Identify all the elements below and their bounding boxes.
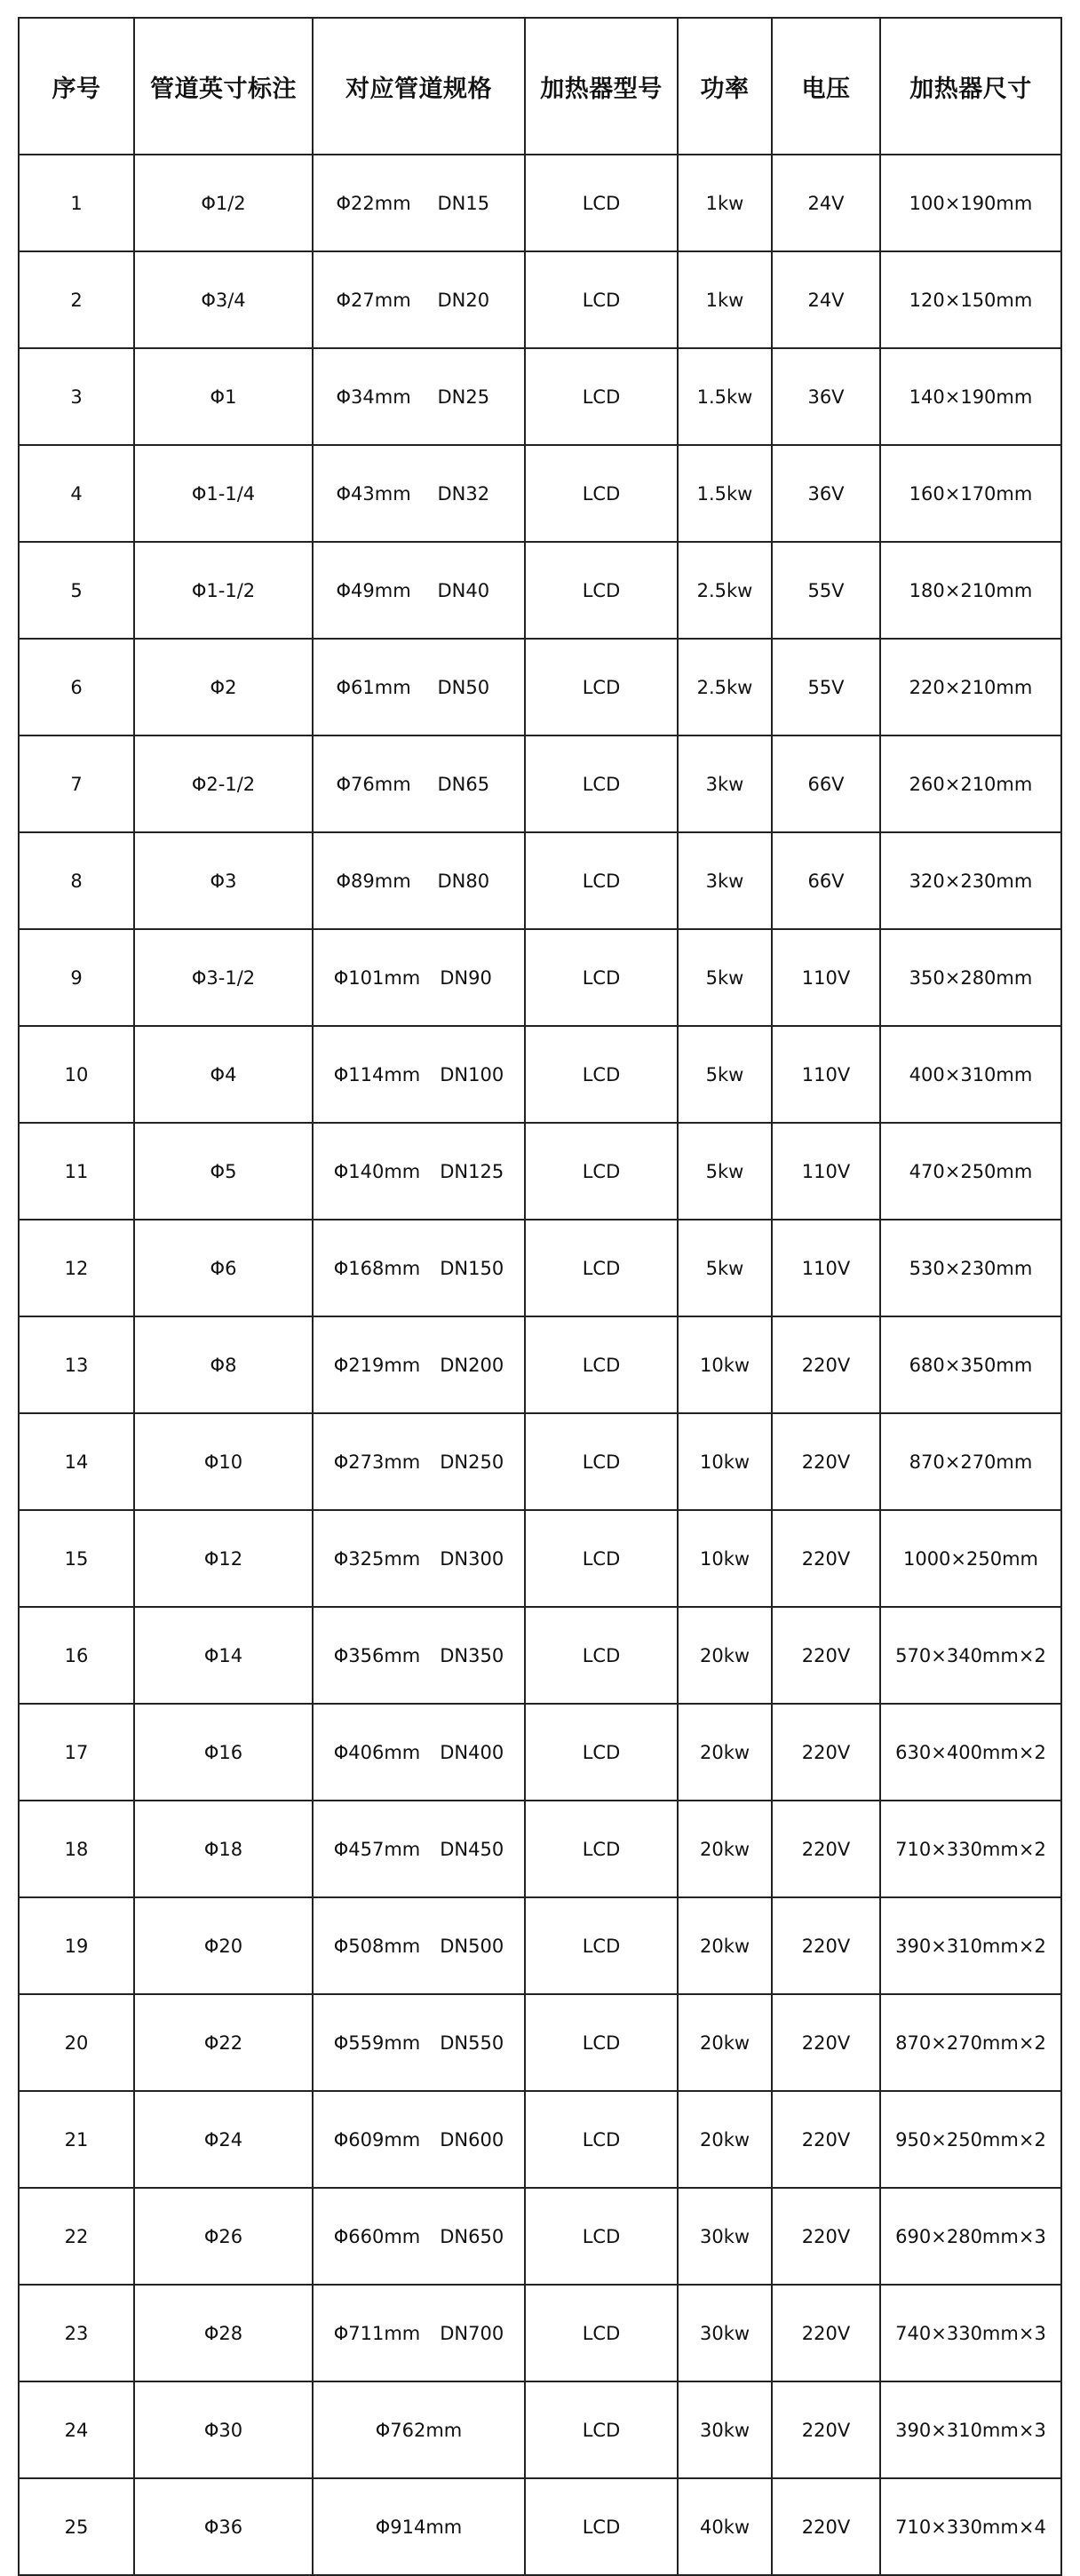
table-row xyxy=(19,1026,1061,1123)
voltage-cell: 110V xyxy=(772,1220,880,1316)
pipe-diameter-mm: Φ89mm xyxy=(336,870,411,892)
pipe-spec xyxy=(337,871,502,892)
power-cell: 20kw xyxy=(678,2091,772,2188)
heater-model-cell: LCD xyxy=(525,1704,678,1801)
pipe-spec xyxy=(334,1548,504,1570)
table-row xyxy=(19,2285,1061,2381)
power-cell: 30kw xyxy=(678,2285,772,2381)
pipe-spec-cell xyxy=(313,1413,525,1510)
pipe-spec xyxy=(334,1451,504,1473)
row-number: 19 xyxy=(19,1897,134,1994)
pipe-spec-cell xyxy=(313,155,525,251)
heater-size-cell: 870×270mm×2 xyxy=(880,1994,1061,2091)
pipe-spec-cell xyxy=(313,1897,525,1994)
voltage-cell: 24V xyxy=(772,251,880,348)
row-number: 7 xyxy=(19,735,134,832)
voltage-cell: 24V xyxy=(772,155,880,251)
pipe-spec xyxy=(334,1355,504,1376)
inch-size-cell: Φ3-1/2 xyxy=(134,929,313,1026)
heater-model-cell: LCD xyxy=(525,445,678,542)
pipe-spec-cell xyxy=(313,348,525,445)
pipe-spec xyxy=(334,1839,504,1860)
pipe-spec xyxy=(337,774,502,795)
heater-model-cell: LCD xyxy=(525,348,678,445)
voltage-cell: 220V xyxy=(772,2381,880,2478)
heater-model-cell: LCD xyxy=(525,2285,678,2381)
heater-size-cell: 710×330mm×2 xyxy=(880,1801,1061,1897)
row-number: 11 xyxy=(19,1123,134,1220)
heater-model-cell: LCD xyxy=(525,2478,678,2575)
power-cell: 30kw xyxy=(678,2188,772,2285)
table-row xyxy=(19,1704,1061,1801)
heater-size-cell: 470×250mm xyxy=(880,1123,1061,1220)
row-number: 20 xyxy=(19,1994,134,2091)
pipe-nominal-dn: DN300 xyxy=(440,1547,504,1570)
voltage-cell: 220V xyxy=(772,2285,880,2381)
row-number: 8 xyxy=(19,832,134,929)
heater-size-cell: 740×330mm×3 xyxy=(880,2285,1061,2381)
inch-size-cell: Φ2-1/2 xyxy=(134,735,313,832)
inch-size-cell: Φ1 xyxy=(134,348,313,445)
power-cell: 1kw xyxy=(678,251,772,348)
heater-model-cell: LCD xyxy=(525,155,678,251)
table-row xyxy=(19,2381,1061,2478)
heater-model-cell: LCD xyxy=(525,2091,678,2188)
pipe-nominal-dn: DN25 xyxy=(437,386,490,408)
power-cell: 30kw xyxy=(678,2381,772,2478)
inch-size-cell: Φ3/4 xyxy=(134,251,313,348)
heater-model-cell: LCD xyxy=(525,1607,678,1704)
pipe-spec-cell xyxy=(313,445,525,542)
inch-size-cell: Φ5 xyxy=(134,1123,313,1220)
pipe-spec xyxy=(334,1064,504,1085)
voltage-cell: 55V xyxy=(772,542,880,639)
heater-model-cell: LCD xyxy=(525,1994,678,2091)
heater-model-cell: LCD xyxy=(525,1316,678,1413)
inch-size-cell: Φ8 xyxy=(134,1316,313,1413)
pipe-spec xyxy=(337,193,502,214)
row-number: 2 xyxy=(19,251,134,348)
pipe-spec-cell xyxy=(313,2188,525,2285)
voltage-cell: 220V xyxy=(772,1801,880,1897)
pipe-spec xyxy=(334,1645,504,1666)
row-number: 21 xyxy=(19,2091,134,2188)
pipe-diameter-mm: Φ609mm xyxy=(333,2128,421,2151)
pipe-spec xyxy=(337,386,502,408)
inch-size-cell: Φ1-1/2 xyxy=(134,542,313,639)
pipe-diameter-mm: Φ140mm xyxy=(333,1160,421,1182)
pipe-spec xyxy=(376,2420,463,2441)
row-number: 15 xyxy=(19,1510,134,1607)
pipe-nominal-dn: DN550 xyxy=(440,2031,504,2054)
power-cell: 40kw xyxy=(678,2478,772,2575)
power-cell: 5kw xyxy=(678,1026,772,1123)
heater-model-cell: LCD xyxy=(525,1510,678,1607)
pipe-spec-cell xyxy=(313,1994,525,2091)
pipe-spec-cell xyxy=(313,1026,525,1123)
heater-model-cell: LCD xyxy=(525,639,678,735)
inch-size-cell: Φ20 xyxy=(134,1897,313,1994)
heater-model-cell: LCD xyxy=(525,251,678,348)
table-row xyxy=(19,2091,1061,2188)
table-row xyxy=(19,251,1061,348)
voltage-cell: 110V xyxy=(772,1026,880,1123)
pipe-nominal-dn: DN400 xyxy=(440,1741,504,1763)
heater-model-cell: LCD xyxy=(525,735,678,832)
pipe-diameter-mm: Φ508mm xyxy=(333,1935,421,1957)
power-cell: 1.5kw xyxy=(678,348,772,445)
pipe-diameter-mm: Φ219mm xyxy=(333,1354,421,1376)
table-row xyxy=(19,348,1061,445)
pipe-nominal-dn: DN80 xyxy=(437,870,490,892)
pipe-nominal-dn: DN150 xyxy=(440,1257,504,1279)
heater-model-cell: LCD xyxy=(525,2381,678,2478)
pipe-spec-cell xyxy=(313,1123,525,1220)
heater-size-cell: 530×230mm xyxy=(880,1220,1061,1316)
pipe-spec-cell xyxy=(313,2091,525,2188)
pipe-spec xyxy=(334,1161,504,1182)
pipe-diameter-mm: Φ27mm xyxy=(336,289,411,311)
pipe-diameter-mm: Φ22mm xyxy=(336,192,411,214)
heater-size-cell: 220×210mm xyxy=(880,639,1061,735)
power-cell: 5kw xyxy=(678,1220,772,1316)
table-row xyxy=(19,1607,1061,1704)
heater-size-cell: 870×270mm xyxy=(880,1413,1061,1510)
table-body xyxy=(19,155,1061,2575)
voltage-cell: 220V xyxy=(772,2091,880,2188)
inch-size-cell: Φ4 xyxy=(134,1026,313,1123)
pipe-spec xyxy=(334,2323,504,2344)
table-row xyxy=(19,735,1061,832)
pipe-spec xyxy=(334,1258,504,1279)
pipe-diameter-mm: Φ61mm xyxy=(336,676,411,698)
heater-size-cell: 100×190mm xyxy=(880,155,1061,251)
inch-size-cell: Φ3 xyxy=(134,832,313,929)
pipe-diameter-mm: Φ356mm xyxy=(333,1644,421,1666)
voltage-cell: 220V xyxy=(772,1994,880,2091)
row-number: 4 xyxy=(19,445,134,542)
pipe-nominal-dn: DN250 xyxy=(440,1451,504,1473)
pipe-diameter-mm: Φ914mm xyxy=(375,2516,463,2538)
inch-size-cell: Φ16 xyxy=(134,1704,313,1801)
pipe-spec-cell xyxy=(313,2285,525,2381)
row-number: 22 xyxy=(19,2188,134,2285)
voltage-cell: 110V xyxy=(772,1123,880,1220)
pipe-spec xyxy=(334,2032,504,2054)
pipe-diameter-mm: Φ660mm xyxy=(333,2225,421,2247)
inch-size-cell: Φ1/2 xyxy=(134,155,313,251)
pipe-nominal-dn: DN15 xyxy=(437,192,490,214)
heater-model-cell: LCD xyxy=(525,832,678,929)
pipe-nominal-dn: DN600 xyxy=(440,2128,504,2151)
heater-size-cell: 390×310mm×2 xyxy=(880,1897,1061,1994)
table-row xyxy=(19,1994,1061,2091)
pipe-spec-cell xyxy=(313,1801,525,1897)
pipe-nominal-dn: DN700 xyxy=(440,2322,504,2344)
pipe-diameter-mm: Φ34mm xyxy=(336,386,411,408)
pipe-nominal-dn: DN650 xyxy=(440,2225,504,2247)
power-cell: 10kw xyxy=(678,1510,772,1607)
table-row xyxy=(19,2478,1061,2575)
pipe-diameter-mm: Φ762mm xyxy=(375,2419,463,2441)
table-row xyxy=(19,1220,1061,1316)
pipe-diameter-mm: Φ114mm xyxy=(333,1063,421,1085)
pipe-nominal-dn: DN100 xyxy=(440,1063,504,1085)
heater-model-cell: LCD xyxy=(525,2188,678,2285)
inch-size-cell: Φ12 xyxy=(134,1510,313,1607)
heater-model-cell: LCD xyxy=(525,929,678,1026)
inch-size-cell: Φ28 xyxy=(134,2285,313,2381)
heater-size-cell: 680×350mm xyxy=(880,1316,1061,1413)
heater-size-cell: 710×330mm×4 xyxy=(880,2478,1061,2575)
pipe-spec xyxy=(337,677,502,698)
voltage-cell: 220V xyxy=(772,2478,880,2575)
pipe-nominal-dn: DN50 xyxy=(437,676,490,698)
voltage-cell: 220V xyxy=(772,1607,880,1704)
header-power: 功率 xyxy=(678,18,772,155)
heater-size-cell: 320×230mm xyxy=(880,832,1061,929)
pipe-nominal-dn: DN500 xyxy=(440,1935,504,1957)
pipe-spec-cell xyxy=(313,1510,525,1607)
pipe-diameter-mm: Φ101mm xyxy=(333,966,421,989)
inch-size-cell: Φ22 xyxy=(134,1994,313,2091)
table-row xyxy=(19,155,1061,251)
pipe-nominal-dn: DN40 xyxy=(437,579,490,601)
heater-size-cell: 180×210mm xyxy=(880,542,1061,639)
row-number: 9 xyxy=(19,929,134,1026)
heater-size-cell: 140×190mm xyxy=(880,348,1061,445)
heater-model-cell: LCD xyxy=(525,1801,678,1897)
inch-size-cell: Φ1-1/4 xyxy=(134,445,313,542)
pipe-nominal-dn: DN90 xyxy=(440,966,492,989)
pipe-spec-cell xyxy=(313,1607,525,1704)
voltage-cell: 220V xyxy=(772,1510,880,1607)
heater-spec-table xyxy=(18,17,1062,2576)
pipe-nominal-dn: DN350 xyxy=(440,1644,504,1666)
pipe-diameter-mm: Φ457mm xyxy=(333,1838,421,1860)
pipe-spec xyxy=(334,1742,504,1763)
table-row xyxy=(19,2188,1061,2285)
table-header-row xyxy=(19,18,1061,155)
table-row xyxy=(19,929,1061,1026)
inch-size-cell: Φ10 xyxy=(134,1413,313,1510)
pipe-spec xyxy=(337,290,502,311)
pipe-nominal-dn: DN200 xyxy=(440,1354,504,1376)
power-cell: 10kw xyxy=(678,1413,772,1510)
pipe-spec xyxy=(334,2226,504,2247)
heater-size-cell: 350×280mm xyxy=(880,929,1061,1026)
pipe-spec xyxy=(376,2516,463,2538)
power-cell: 1.5kw xyxy=(678,445,772,542)
power-cell: 3kw xyxy=(678,735,772,832)
table-row xyxy=(19,639,1061,735)
table-row xyxy=(19,542,1061,639)
heater-size-cell: 120×150mm xyxy=(880,251,1061,348)
pipe-spec-cell xyxy=(313,1704,525,1801)
table-row xyxy=(19,1316,1061,1413)
heater-size-cell: 400×310mm xyxy=(880,1026,1061,1123)
power-cell: 3kw xyxy=(678,832,772,929)
heater-model-cell: LCD xyxy=(525,542,678,639)
power-cell: 5kw xyxy=(678,1123,772,1220)
pipe-spec xyxy=(334,1936,504,1957)
power-cell: 20kw xyxy=(678,1801,772,1897)
power-cell: 2.5kw xyxy=(678,542,772,639)
heater-size-cell: 1000×250mm xyxy=(880,1510,1061,1607)
heater-model-cell: LCD xyxy=(525,1220,678,1316)
pipe-spec-cell xyxy=(313,2381,525,2478)
power-cell: 5kw xyxy=(678,929,772,1026)
heater-size-cell: 390×310mm×3 xyxy=(880,2381,1061,2478)
header-heater-size: 加热器尺寸 xyxy=(880,18,1061,155)
row-number: 17 xyxy=(19,1704,134,1801)
table-row xyxy=(19,1413,1061,1510)
pipe-nominal-dn: DN32 xyxy=(437,482,490,505)
pipe-spec-cell xyxy=(313,735,525,832)
inch-size-cell: Φ36 xyxy=(134,2478,313,2575)
voltage-cell: 55V xyxy=(772,639,880,735)
row-number: 3 xyxy=(19,348,134,445)
voltage-cell: 36V xyxy=(772,445,880,542)
table-row xyxy=(19,832,1061,929)
heater-size-cell: 260×210mm xyxy=(880,735,1061,832)
table-row xyxy=(19,1123,1061,1220)
voltage-cell: 220V xyxy=(772,2188,880,2285)
pipe-nominal-dn: DN20 xyxy=(437,289,490,311)
heater-size-cell: 630×400mm×2 xyxy=(880,1704,1061,1801)
table-row xyxy=(19,445,1061,542)
header-inch-size: 管道英寸标注 xyxy=(134,18,313,155)
power-cell: 2.5kw xyxy=(678,639,772,735)
heater-model-cell: LCD xyxy=(525,1123,678,1220)
pipe-spec-cell xyxy=(313,929,525,1026)
pipe-spec xyxy=(337,483,502,505)
row-number: 24 xyxy=(19,2381,134,2478)
row-number: 10 xyxy=(19,1026,134,1123)
pipe-spec-cell xyxy=(313,1316,525,1413)
row-number: 23 xyxy=(19,2285,134,2381)
row-number: 5 xyxy=(19,542,134,639)
pipe-spec-cell xyxy=(313,1220,525,1316)
header-voltage: 电压 xyxy=(772,18,880,155)
voltage-cell: 220V xyxy=(772,1413,880,1510)
row-number: 16 xyxy=(19,1607,134,1704)
pipe-diameter-mm: Φ168mm xyxy=(333,1257,421,1279)
pipe-spec xyxy=(334,967,504,989)
heater-size-cell: 950×250mm×2 xyxy=(880,2091,1061,2188)
inch-size-cell: Φ2 xyxy=(134,639,313,735)
heater-model-cell: LCD xyxy=(525,1413,678,1510)
pipe-diameter-mm: Φ43mm xyxy=(336,482,411,505)
power-cell: 20kw xyxy=(678,1704,772,1801)
pipe-nominal-dn: DN125 xyxy=(440,1160,504,1182)
pipe-diameter-mm: Φ76mm xyxy=(336,773,411,795)
header-no: 序号 xyxy=(19,18,134,155)
pipe-spec xyxy=(334,2129,504,2151)
voltage-cell: 36V xyxy=(772,348,880,445)
row-number: 25 xyxy=(19,2478,134,2575)
pipe-diameter-mm: Φ406mm xyxy=(333,1741,421,1763)
row-number: 14 xyxy=(19,1413,134,1510)
voltage-cell: 66V xyxy=(772,832,880,929)
pipe-spec-cell xyxy=(313,2478,525,2575)
heater-size-cell: 690×280mm×3 xyxy=(880,2188,1061,2285)
pipe-diameter-mm: Φ559mm xyxy=(333,2031,421,2054)
power-cell: 1kw xyxy=(678,155,772,251)
pipe-spec-cell xyxy=(313,639,525,735)
voltage-cell: 220V xyxy=(772,1704,880,1801)
heater-model-cell: LCD xyxy=(525,1026,678,1123)
power-cell: 20kw xyxy=(678,1897,772,1994)
row-number: 1 xyxy=(19,155,134,251)
header-heater-model: 加热器型号 xyxy=(525,18,678,155)
pipe-diameter-mm: Φ273mm xyxy=(333,1451,421,1473)
inch-size-cell: Φ30 xyxy=(134,2381,313,2478)
pipe-nominal-dn: DN450 xyxy=(440,1838,504,1860)
inch-size-cell: Φ24 xyxy=(134,2091,313,2188)
row-number: 18 xyxy=(19,1801,134,1897)
heater-size-cell: 570×340mm×2 xyxy=(880,1607,1061,1704)
inch-size-cell: Φ26 xyxy=(134,2188,313,2285)
pipe-diameter-mm: Φ325mm xyxy=(333,1547,421,1570)
row-number: 12 xyxy=(19,1220,134,1316)
voltage-cell: 220V xyxy=(772,1316,880,1413)
power-cell: 20kw xyxy=(678,1994,772,2091)
inch-size-cell: Φ18 xyxy=(134,1801,313,1897)
row-number: 6 xyxy=(19,639,134,735)
table-row xyxy=(19,1801,1061,1897)
pipe-spec xyxy=(337,580,502,601)
power-cell: 10kw xyxy=(678,1316,772,1413)
table-row xyxy=(19,1897,1061,1994)
power-cell: 20kw xyxy=(678,1607,772,1704)
heater-size-cell: 160×170mm xyxy=(880,445,1061,542)
pipe-spec-cell xyxy=(313,832,525,929)
pipe-spec-cell xyxy=(313,251,525,348)
table-row xyxy=(19,1510,1061,1607)
voltage-cell: 66V xyxy=(772,735,880,832)
inch-size-cell: Φ6 xyxy=(134,1220,313,1316)
pipe-diameter-mm: Φ711mm xyxy=(333,2322,421,2344)
header-pipe-spec: 对应管道规格 xyxy=(313,18,525,155)
pipe-nominal-dn: DN65 xyxy=(437,773,490,795)
heater-model-cell: LCD xyxy=(525,1897,678,1994)
pipe-spec-cell xyxy=(313,542,525,639)
voltage-cell: 220V xyxy=(772,1897,880,1994)
pipe-diameter-mm: Φ49mm xyxy=(336,579,411,601)
inch-size-cell: Φ14 xyxy=(134,1607,313,1704)
voltage-cell: 110V xyxy=(772,929,880,1026)
row-number: 13 xyxy=(19,1316,134,1413)
